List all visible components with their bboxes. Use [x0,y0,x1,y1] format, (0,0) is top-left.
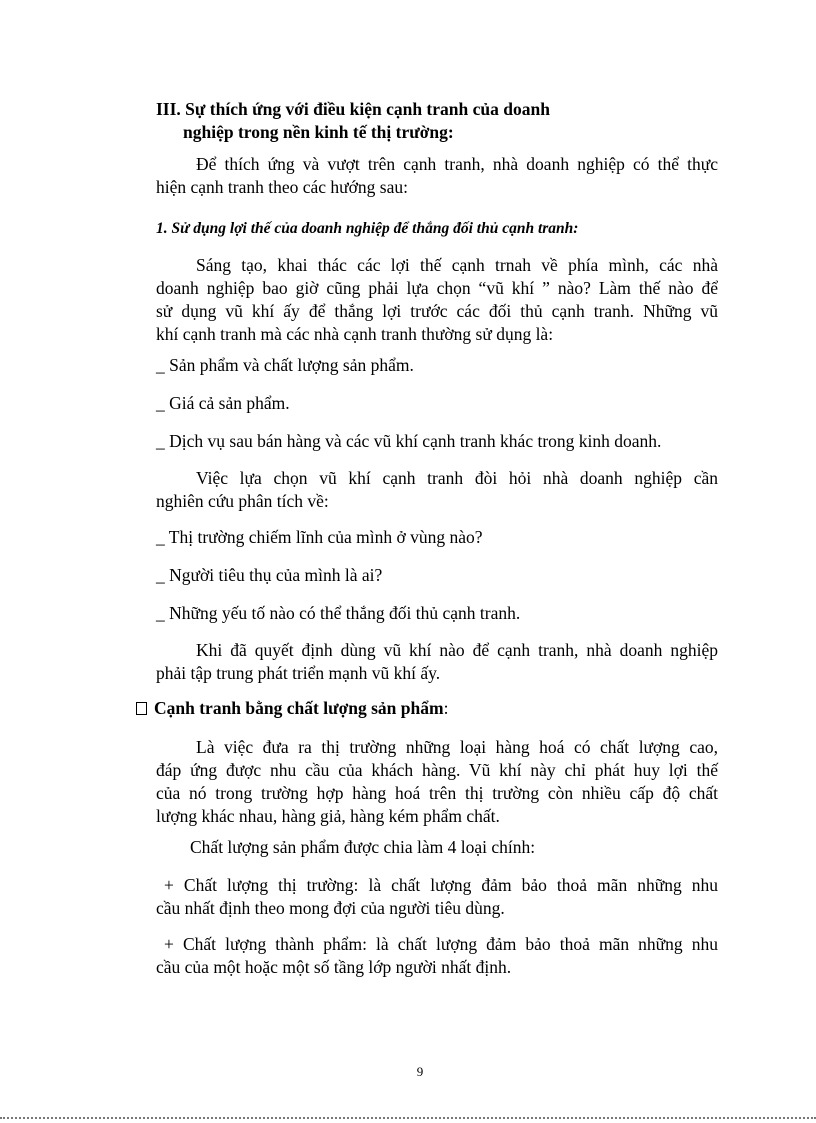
intro-line2: hiện cạnh tranh theo các hướng sau: [156,177,408,197]
research-item: _ Thị trường chiếm lĩnh của mình ở vùng nào? [156,527,483,547]
para1-line3: sử dụng vũ khí ấy để thắng lợi trước các đối thủ cạnh tranh. Những vũ [156,301,718,321]
bottom-dotted-rule [0,1117,816,1119]
page-number: 9 [416,1064,424,1079]
research-item: _ Người tiêu thụ của mình là ai? [156,565,383,585]
para5: Chất lượng sản phẩm được chia làm 4 loại chính: [190,837,536,857]
checkbox-bullet-icon [136,702,147,715]
quality1-line2: cầu nhất định theo mong đợi của người tiêu dùng. [156,898,505,918]
para2-line2: nghiên cứu phân tích về: [156,491,329,511]
para1-line2: doanh nghiệp bao giờ cũng phải lựa chọn “vũ khí ” nào? Làm thế nào để [156,278,718,298]
para3-line2: phải tập trung phát triển mạnh vũ khí ấy. [156,663,441,683]
subheading-2-text: Cạnh tranh bằng chất lượng sản phẩm [154,698,444,718]
intro-line1: Để thích ứng và vượt trên cạnh tranh, nhà doanh nghiệp có thể thực [196,154,718,174]
quality1-line1: + Chất lượng thị trường: là chất lượng đảm bảo thoả mãn những nhu [164,875,718,895]
subheading-2-colon: : [443,698,449,718]
para1-line1: Sáng tạo, khai thác các lợi thế cạnh trnah về phía mình, các nhà [196,255,718,275]
para3-line1: Khi đã quyết định dùng vũ khí nào để cạnh tranh, nhà doanh nghiệp [196,640,718,660]
para2-line1: Việc lựa chọn vũ khí cạnh tranh đòi hỏi nhà doanh nghiệp cần [196,468,718,488]
quality2-line2: cầu của một hoặc một số tầng lớp người nhất định. [156,957,512,977]
section-title-line1: III. Sự thích ứng với điều kiện cạnh tranh của doanh [156,99,550,119]
para4-line2: đáp ứng được nhu cầu của khách hàng. Vũ khí này chỉ phát huy lợi thế [156,760,718,780]
research-item: _ Những yếu tố nào có thể thắng đối thủ cạnh tranh. [156,603,521,623]
weapon-item: _ Dịch vụ sau bán hàng và các vũ khí cạnh tranh khác trong kinh doanh. [156,431,662,451]
section-title-line2: nghiệp trong nền kinh tế thị trường: [183,122,454,142]
para4-line4: lượng khác nhau, hàng giả, hàng kém phẩm chất. [156,806,500,826]
para1-line4: khí cạnh tranh mà các nhà cạnh tranh thường sử dụng là: [156,324,554,344]
para4-line3: của nó trong trường hợp hàng hoá trên thị trường còn nhiều cấp độ chất [156,783,718,803]
weapon-item: _ Sản phẩm và chất lượng sản phẩm. [156,355,414,375]
weapon-item: _ Giá cả sản phẩm. [156,393,290,413]
quality2-line1: + Chất lượng thành phẩm: là chất lượng đảm bảo thoả mãn những nhu [164,934,718,954]
subheading-2 [136,697,448,719]
subheading-1: 1. Sử dụng lợi thế của doanh nghiệp để thắng đối thủ cạnh tranh: [156,220,579,237]
para4-line1: Là việc đưa ra thị trường những loại hàng hoá có chất lượng cao, [196,737,718,757]
